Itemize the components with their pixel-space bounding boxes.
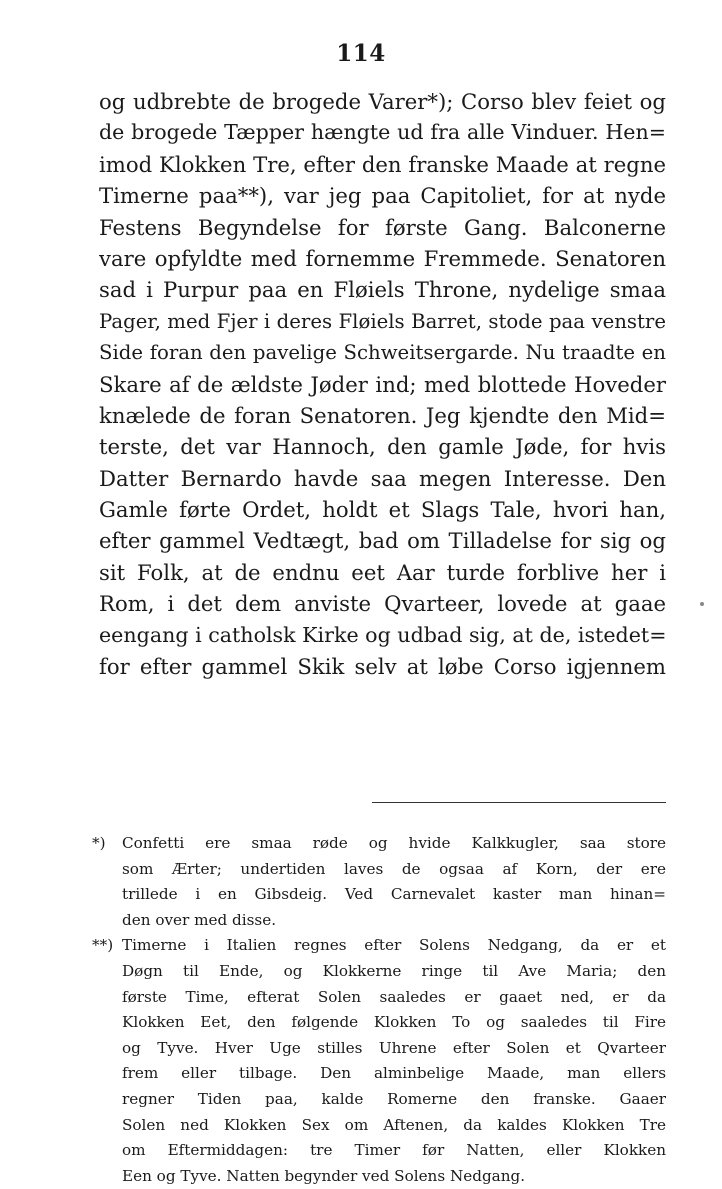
footnote-line: Klokken Eet, den følgende Klokken To og saaledes til Fire: [122, 1013, 666, 1032]
footnote-line: om Eftermiddagen: tre Timer før Natten, eller Klokken: [122, 1141, 666, 1160]
text-line: Festens Begyndelse for første Gang. Balconerne: [99, 214, 666, 240]
text-line: eengang i catholsk Kirke og udbad sig, at de, istedet=: [99, 622, 666, 647]
paper-speck: [700, 602, 704, 606]
footnote-line: trillede i en Gibsdeig. Ved Carnevalet kaster man hinan=: [122, 885, 666, 904]
text-line: Rom, i det dem anviste Qvarteer, lovede at gaae: [99, 591, 666, 617]
text-line: sad i Purpur paa en Fløiels Throne, nydelige smaa: [99, 277, 666, 303]
footnote-line: den over med disse.: [122, 910, 277, 929]
footnote-marker: *): [92, 834, 106, 852]
footnote-line: og Tyve. Hver Uge stilles Uhrene efter Solen et Qvarteer: [122, 1038, 666, 1057]
main-text: [99, 86, 666, 682]
text-line: terste, det var Hannoch, den gamle Jøde, for hvis: [99, 434, 666, 460]
footnote-line: Solen ned Klokken Sex om Aftenen, da kaldes Klokken Tre: [122, 1115, 666, 1134]
footnote-line: første Time, efterat Solen saaledes er gaaet ned, er da: [122, 987, 666, 1006]
text-line: sit Folk, at de endnu eet Aar turde forblive her i: [99, 559, 666, 585]
footnote-line: som Ærter; undertiden laves de ogsaa af Korn, der ere: [122, 859, 666, 878]
text-line: vare opfyldte med fornemme Fremmede. Senatoren: [99, 245, 666, 271]
text-line: Datter Bernardo havde saa megen Interesse. Den: [99, 465, 666, 491]
footnote-line: Een og Tyve. Natten begynder ved Solens Nedgang.: [122, 1166, 526, 1185]
footnote-2: [92, 933, 666, 1189]
footnote-line: Timerne i Italien regnes efter Solens Nedgang, da er et: [122, 936, 666, 955]
footnote-divider: [372, 802, 666, 803]
text-line: imod Klokken Tre, efter den franske Maade at regne: [99, 151, 666, 177]
text-line: Skare af de ældste Jøder ind; med blottede Hoveder: [99, 371, 666, 397]
footnote-line: regner Tiden paa, kalde Romerne den franske. Gaaer: [122, 1089, 666, 1108]
footnotes: [92, 831, 666, 1189]
text-line: Pager, med Fjer i deres Fløiels Barret, stode paa venstre: [99, 309, 666, 333]
footnote-line: Confetti ere smaa røde og hvide Kalkkugler, saa store: [122, 834, 666, 852]
footnote-line: Døgn til Ende, og Klokkerne ringe til Ave Maria; den: [122, 961, 666, 980]
footnote-line: frem eller tilbage. Den alminbelige Maade, man ellers: [122, 1064, 666, 1083]
footnote-1: [92, 831, 666, 933]
text-line: de brogede Tæpper hængte ud fra alle Vinduer. Hen=: [99, 120, 666, 145]
page-number: 114: [336, 40, 386, 67]
text-line: Timerne paa**), var jeg paa Capitoliet, for at nyde: [99, 183, 666, 209]
text-line: Gamle førte Ordet, holdt et Slags Tale, hvori han,: [99, 497, 666, 523]
text-line: og udbrebte de brogede Varer*); Corso blev feiet og: [99, 89, 666, 114]
text-line: efter gammel Vedtægt, bad om Tilladelse for sig og: [99, 528, 666, 554]
text-line: knælede de foran Senatoren. Jeg kjendte den Mid=: [99, 402, 666, 428]
text-line: for efter gammel Skik selv at løbe Corso igjennem: [99, 654, 666, 680]
footnote-marker: **): [92, 936, 114, 955]
text-line: Side foran den pavelige Schweitsergarde. Nu traadte en: [99, 341, 666, 365]
